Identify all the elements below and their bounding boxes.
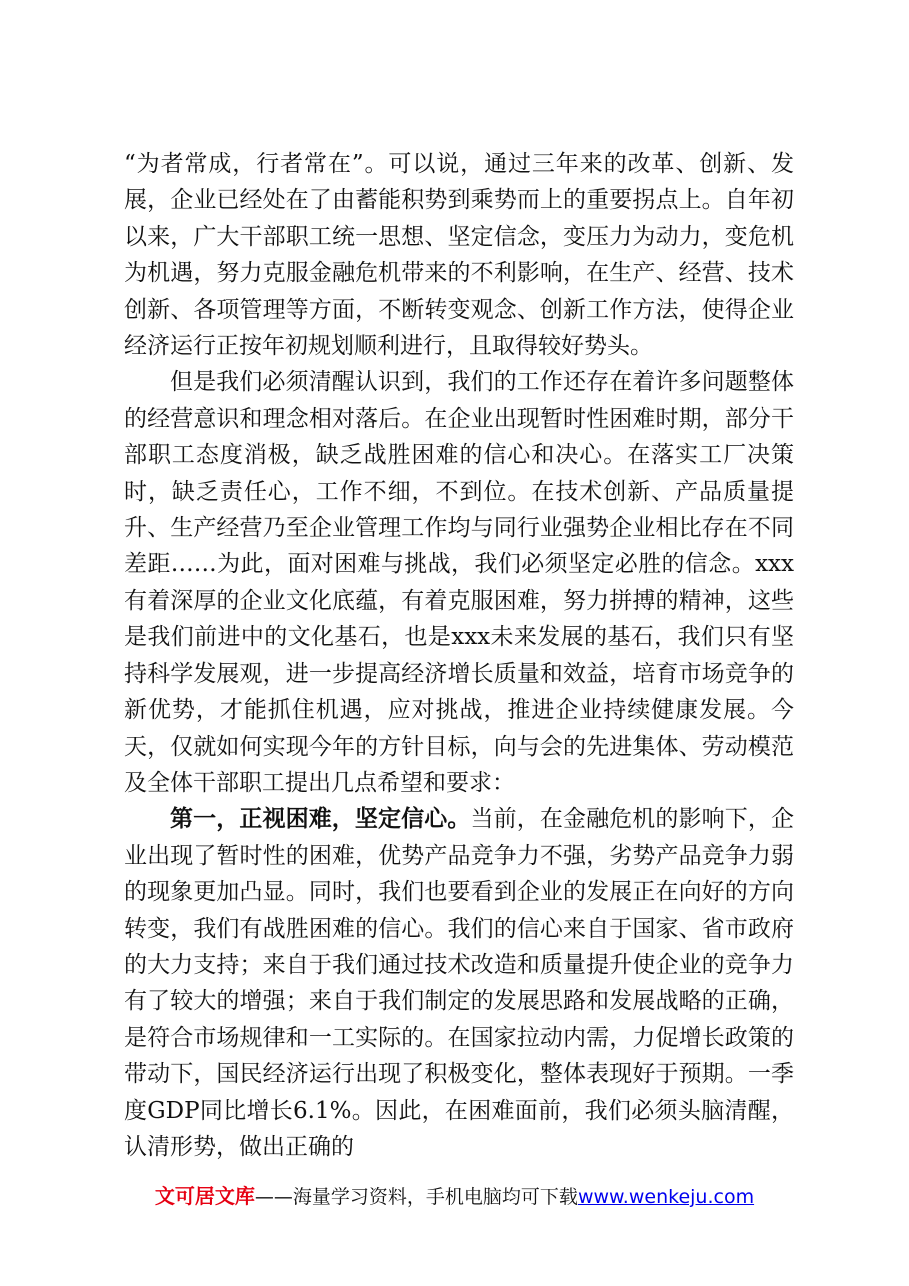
footer-tagline: ——海量学习资料，手机电脑均可下载 xyxy=(254,1186,578,1208)
footer-banner xyxy=(0,1182,909,1211)
footer-brand: 文可居文库 xyxy=(154,1184,255,1208)
paragraph-continued-quote xyxy=(124,146,794,364)
paragraph-problems xyxy=(124,364,794,801)
paragraph-text: 但是我们必须清醒认识到，我们的工作还存在着许多问题整体的经营意识和理念相对落后。在企业出现暂时性困难时期，部分干部职工态度消极，缺乏战胜困难的信心和决心。在落实工厂决策时，缺乏责任心，工作不细，不到位。在技术创新、产品质量提升、生产经营乃至企业管理工作均与同行业强势企业相比存在不同差距……为此，面对困难与挑战，我们必须坚定必胜的信念。xxx有着深厚的企业文化底蕴，有着克服困难，努力拼搏的精神，这些是我们前进中的文化基石，也是xxx未来发展的基石，我们只有坚持科学发展观，进一步提高经济增长质量和效益，培育市场竞争的新优势，才能抓住机遇，应对挑战，推进企业持续健康发展。今天，仅就如何实现今年的方针目标，向与会的先进集体、劳动模范及全体干部职工提出几点希望和要求： xyxy=(124,369,794,796)
paragraph-text: 当前，在金融危机的影响下，企业出现了暂时性的困难，优势产品竞争力不强，劣势产品竞争力弱的现象更加凸显。同时，我们也要看到企业的发展正在向好的方向转变，我们有战胜困难的信心。我们的信心来自于国家、省市政府的大力支持；来自于我们通过技术改造和质量提升使企业的竞争力有了较大的增强；来自于我们制定的发展思路和发展战略的正确，是符合市场规律和一工实际的。在国家拉动内需，力促增长政策的带动下，国民经济运行出现了积极变化，整体表现好于预期。一季度GDP同比增长6.1%。因此，在困难面前，我们必须头脑清醒，认清形势，做出正确的 xyxy=(124,806,795,1160)
footer-website-link[interactable]: www.wenkeju.com xyxy=(577,1186,755,1208)
paragraph-lead-heading: 第一，正视困难，坚定信心。 xyxy=(170,805,471,833)
paragraph-first-point xyxy=(124,801,794,1165)
paragraph-text: “为者常成，行者常在”。可以说，通过三年来的改革、创新、发展，企业已经处在了由蓄能积势到乘势而上的重要拐点上。自年初以来，广大干部职工统一思想、坚定信念，变压力为动力，变危机为机遇，努力克服金融危机带来的不利影响，在生产、经营、技术创新、各项管理等方面，不断转变观念、创新工作方法，使得企业经济运行正按年初规划顺利进行，且取得较好势头。 xyxy=(124,151,794,360)
document-body xyxy=(124,146,794,1165)
